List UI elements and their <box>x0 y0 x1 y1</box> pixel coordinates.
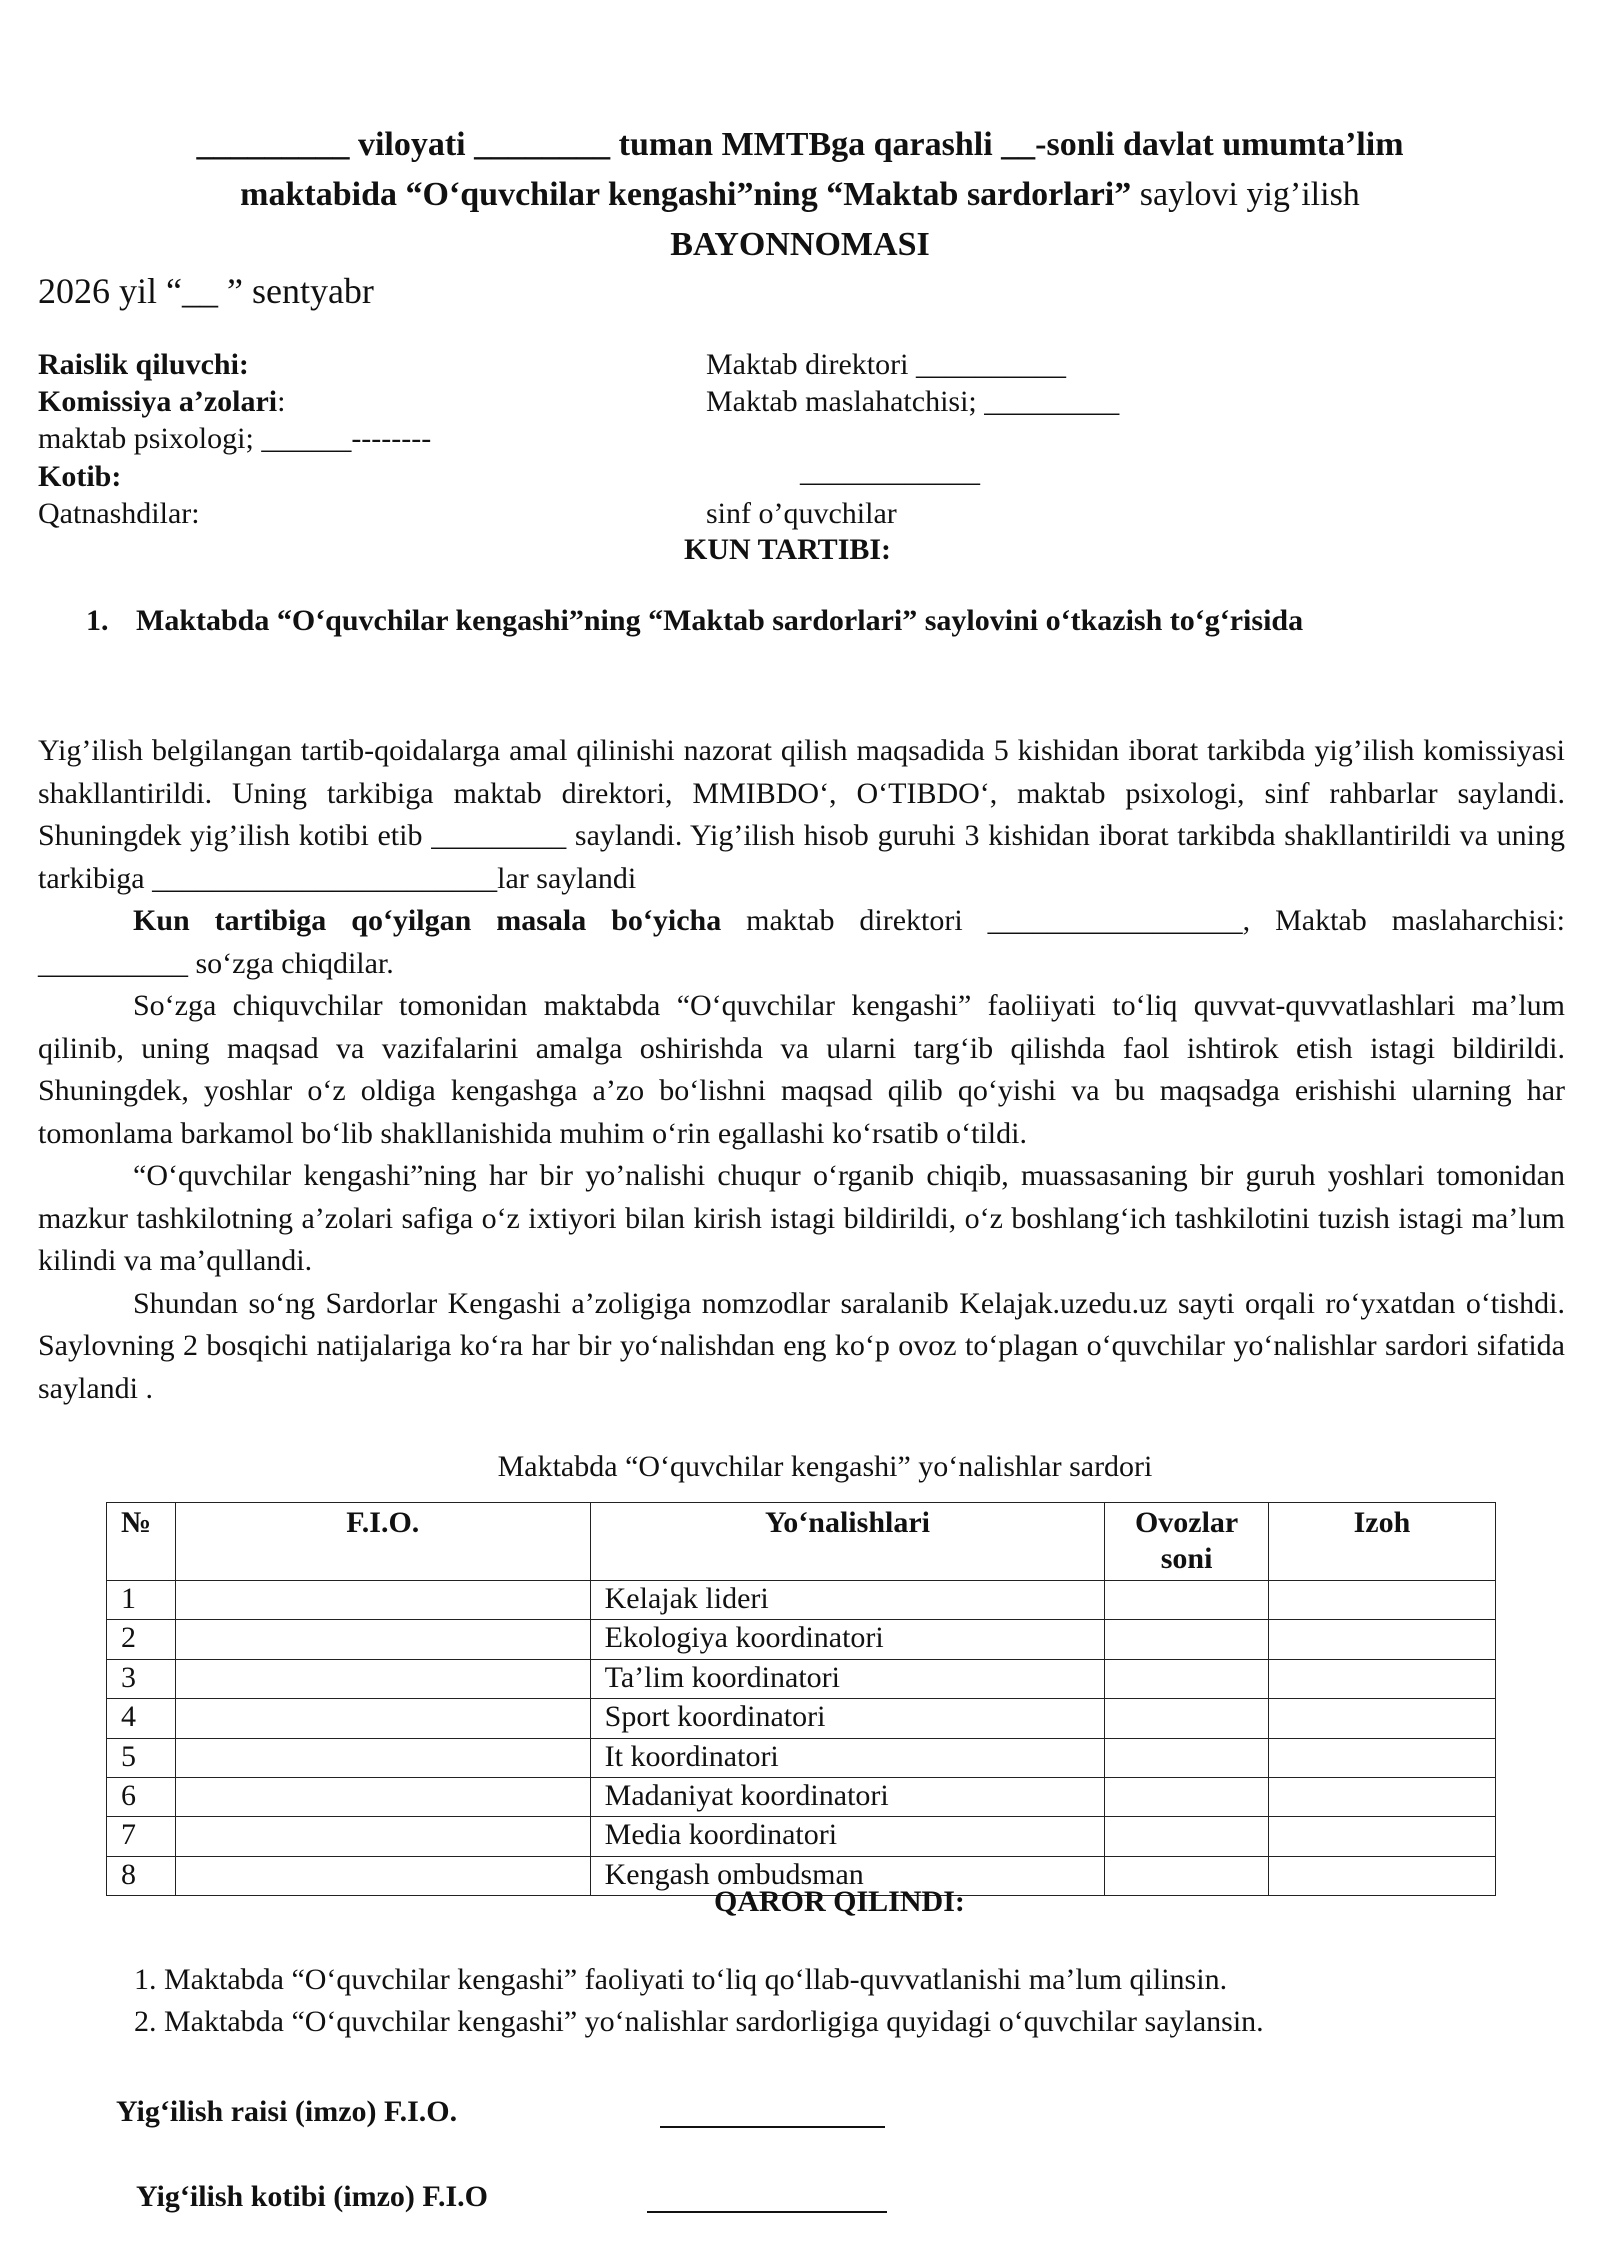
row-votes-cell <box>1105 1581 1269 1620</box>
table-header-row <box>107 1503 1496 1581</box>
title-line-1: _________ viloyati ________ tuman MMTBga qarashli __-sonli davlat umumta’lim <box>196 126 1404 163</box>
row-fio-cell <box>175 1699 590 1738</box>
row-note-cell <box>1268 1659 1495 1698</box>
paragraph-directions-text: “O‘quvchilar kengashi”ning har bir yo’nalishi chuqur o‘rganib chiqib, muassasaning bir guruh yoshlari tomonidan mazkur tashkilotning a’zolari safiga o‘z ixtiyori bilan kirish istagi bildirildi, o‘z boshlang‘ich tashkilotini tuzish istagi ma’lum kilindi va ma’qullandi. <box>38 1159 1565 1277</box>
row-direction: Kengash ombudsman <box>590 1856 1105 1895</box>
table-row <box>107 1738 1496 1777</box>
table-row <box>107 1699 1496 1738</box>
body-text <box>38 730 1565 1410</box>
row-direction: Sport koordinatori <box>590 1699 1105 1738</box>
table-row <box>107 1817 1496 1856</box>
row-direction: Ekologiya koordinatori <box>590 1620 1105 1659</box>
row-num: 5 <box>107 1738 176 1777</box>
header-fio: F.I.O. <box>175 1503 590 1581</box>
header-votes-line2: soni <box>1160 1542 1213 1575</box>
header-votes <box>1105 1503 1269 1581</box>
row-note-cell <box>1268 1738 1495 1777</box>
leaders-table <box>106 1502 1496 1896</box>
row-note-cell <box>1268 1856 1495 1895</box>
paragraph-speakers <box>38 900 1565 985</box>
decision-item-1: 1. Maktabda “O‘quvchilar kengashi” faoliyati to‘liq qo‘llab-quvvatlanishi ma’lum qilinsin. <box>134 1963 1228 1996</box>
row-num: 1 <box>107 1581 176 1620</box>
paragraph-election <box>38 1283 1565 1411</box>
title-line-2-bold: maktabida “O‘quvchilar kengashi”ning “Maktab sardorlari” <box>240 176 1132 213</box>
header-num: № <box>107 1503 176 1581</box>
agenda-heading: KUN TARTIBI: <box>684 533 892 566</box>
row-fio-cell <box>175 1581 590 1620</box>
header-note: Izoh <box>1268 1503 1495 1581</box>
agenda-item-text: Maktabda “O‘quvchilar kengashi”ning “Maktab sardorlari” saylovini o‘tkazish to‘g‘risida <box>136 604 1304 637</box>
row-note-cell <box>1268 1699 1495 1738</box>
agenda-item-number: 1. <box>86 604 109 637</box>
row-votes-cell <box>1105 1699 1269 1738</box>
row-votes-cell <box>1105 1620 1269 1659</box>
row-note-cell <box>1268 1817 1495 1856</box>
row-note-cell <box>1268 1620 1495 1659</box>
paragraph-support <box>38 985 1565 1155</box>
table-row <box>107 1581 1496 1620</box>
signature-chair-label: Yig‘ilish raisi (imzo) F.I.O. <box>116 2095 458 2128</box>
paragraph-election-text: Shundan so‘ng Sardorlar Kengashi a’zoligiga nomzodlar saralanib Kelajak.uzedu.uz sayti orqali ro‘yxatdan o‘tishdi. Saylovning 2 bosqichi natijalariga ko‘ra har bir yo‘nalishdan eng ko‘p ovoz to‘plagan o‘quvchilar yo‘nalishlar sardori sifatida saylandi . <box>38 1286 1565 1405</box>
row-num: 2 <box>107 1620 176 1659</box>
row-direction: It koordinatori <box>590 1738 1105 1777</box>
table-row <box>107 1777 1496 1816</box>
secretary-label: Kotib: <box>38 460 122 493</box>
row-num: 4 <box>107 1699 176 1738</box>
commission-label-line <box>38 385 285 419</box>
document-date: 2026 yil “__ ” sentyabr <box>38 271 374 311</box>
row-fio-cell <box>175 1738 590 1777</box>
header-direction: Yo‘nalishlari <box>590 1503 1105 1581</box>
chair-value: Maktab direktori __________ <box>706 348 1066 381</box>
decision-item-2: 2. Maktabda “O‘quvchilar kengashi” yo‘nalishlar sardorligiga quyidagi o‘quvchilar saylansin. <box>134 2005 1264 2038</box>
table-caption: Maktabda “O‘quvchilar kengashi” yo‘nalishlar sardori <box>497 1450 1153 1483</box>
commission-value: Maktab maslahatchisi; _________ <box>706 385 1120 418</box>
commission-label: Komissiya a’zolari <box>38 385 278 418</box>
title-line-2 <box>40 170 1560 220</box>
chair-label: Raislik qiluvchi: <box>38 348 249 381</box>
paragraph-directions <box>38 1155 1565 1283</box>
row-votes-cell <box>1105 1856 1269 1895</box>
commission-colon: : <box>277 385 286 418</box>
row-note-cell <box>1268 1581 1495 1620</box>
psychologist-line: maktab psixologi; ______-------- <box>38 422 432 455</box>
paragraph-speakers-rest: maktab direktori _________________, Maktab maslaharchisi: __________ so‘zga chiqdilar. <box>38 904 1565 980</box>
paragraph-commission: Yig’ilish belgilangan tartib-qoidalarga amal qilinishi nazorat qilish maqsadida 5 kishidan iborat tarkibda yig’ilish komissiyasi shakllantirildi. Uning tarkibiga maktab direktori, MMIBDO‘, O‘TIBDO‘, maktab psixologi, sinf rahbarlar saylandi. Shuningdek yig’ilish kotibi etib _________ saylandi. Yig’ilish hisob guruhi 3 kishidan iborat tarkibda shakllantirildi va uning tarkibiga _______________________lar saylandi <box>38 734 1565 895</box>
row-votes-cell <box>1105 1817 1269 1856</box>
row-fio-cell <box>175 1817 590 1856</box>
row-num: 7 <box>107 1817 176 1856</box>
row-num: 3 <box>107 1659 176 1698</box>
document-title: BAYONNOMASI <box>670 226 930 263</box>
row-fio-cell <box>175 1620 590 1659</box>
secretary-value: ____________ <box>800 455 980 488</box>
table-row <box>107 1659 1496 1698</box>
signature-secretary-line <box>647 2211 887 2213</box>
attendees-label: Qatnashdilar: <box>38 497 200 530</box>
row-fio-cell <box>175 1659 590 1698</box>
paragraph-speakers-bold: Kun tartibiga qo‘yilgan masala bo‘yicha <box>133 904 722 937</box>
title-line-2-normal: saylovi yig’ilish <box>1131 176 1360 213</box>
header-votes-line1: Ovozlar <box>1134 1506 1239 1539</box>
row-num: 8 <box>107 1856 176 1895</box>
attendees-value: sinf o’quvchilar <box>706 497 897 530</box>
row-direction: Ta’lim koordinatori <box>590 1659 1105 1698</box>
row-votes-cell <box>1105 1659 1269 1698</box>
table-row <box>107 1620 1496 1659</box>
row-note-cell <box>1268 1777 1495 1816</box>
row-direction: Madaniyat koordinatori <box>590 1777 1105 1816</box>
row-fio-cell <box>175 1777 590 1816</box>
signature-secretary-label: Yig‘ilish kotibi (imzo) F.I.O <box>136 2180 488 2213</box>
row-direction: Kelajak lideri <box>590 1581 1105 1620</box>
decision-heading: QAROR QILINDI: <box>714 1885 965 1918</box>
row-direction: Media koordinatori <box>590 1817 1105 1856</box>
row-votes-cell <box>1105 1738 1269 1777</box>
row-fio-cell <box>175 1856 590 1895</box>
signature-chair-line <box>660 2126 885 2128</box>
row-num: 6 <box>107 1777 176 1816</box>
row-votes-cell <box>1105 1777 1269 1816</box>
paragraph-support-text: So‘zga chiquvchilar tomonidan maktabda “O‘quvchilar kengashi” faoliiyati to‘liq quvvat-quvvatlashlari ma’lum qilinib, uning maqsad va vazifalarini amalga oshirishda va ularni targ‘ib qilishda faol ishtirok etish istagi bildirildi. Shuningdek, yoshlar o‘z oldiga kengashga a’zo bo‘lishni maqsad qilib qo‘yishi va bu maqsadga erishishi ularning har tomonlama barkamol bo‘lib shakllanishida muhim o‘rin egallashi ko‘rsatib o‘tildi. <box>38 989 1565 1150</box>
